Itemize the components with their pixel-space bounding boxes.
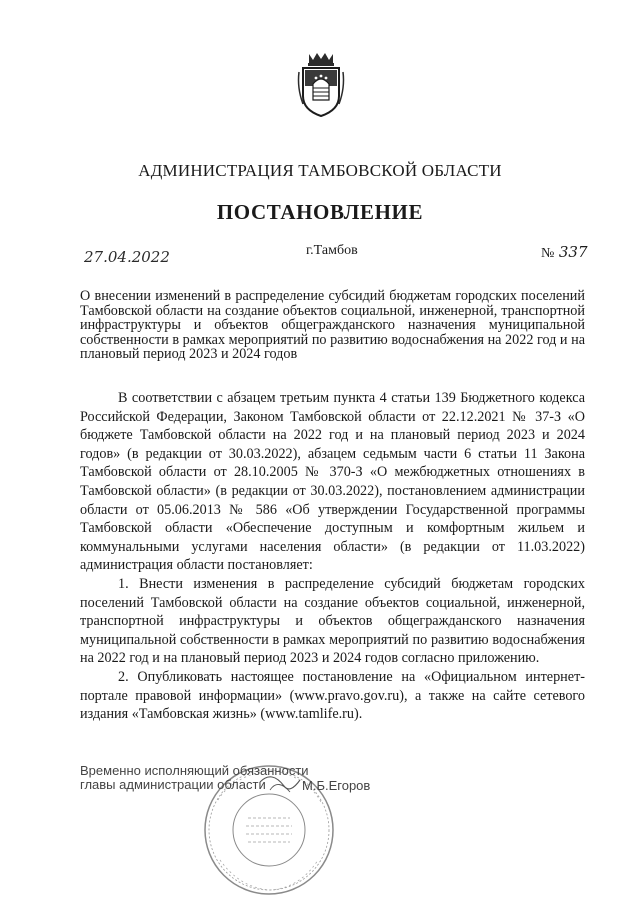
document-date: 27.04.2022: [84, 248, 170, 266]
organization-title: АДМИНИСТРАЦИЯ ТАМБОВСКОЙ ОБЛАСТИ: [138, 161, 502, 180]
document-body: [80, 389, 585, 724]
signatory-name: М.Б.Егоров: [302, 778, 371, 793]
number-sign: №: [541, 246, 556, 261]
document-type: ПОСТАНОВЛЕНИЕ: [216, 200, 424, 224]
document-number: [541, 243, 588, 262]
preamble-paragraph: В соответствии с абзацем третьим пункта 4 статьи 139 Бюджетного кодекса Российской Федерации, Законом Тамбовской области от 22.12.2021 № 37-З «О бюджете Тамбовской области на 2022 год и на плановый период 2023 и 2024 годов» (в редакции от 30.03.2022), абзацем седьмым части 6 статьи 11 Закона Тамбовской области от 28.10.2005 № 370-З «О межбюджетных отношениях в Тамбовской области» (в редакции от 30.03.2022), постановлением администрации области от 05.06.2013 № 586 «Об утверждении Государственной программы Тамбовской области «Обеспечение доступным и комфортным жильем и коммунальными услугами населения области» (в редакции от 11.03.2022) администрация области постановляет:: [80, 390, 585, 574]
signature-line-2: главы администрации области: [80, 776, 266, 792]
number-value: 337: [558, 243, 588, 261]
clause-1-paragraph: 1. Внести изменения в распределение субсидий бюджетам городских поселений Тамбовской области на создание объектов социальной, инженерной, транспортной инфраструктуры и объектов общегражданского назначения муниципальной собственности в рамках мероприятий по развитию водоснабжения на 2022 год и на плановый период 2023 и 2024 годов согласно приложению.: [80, 575, 585, 667]
document-city: г.Тамбов: [306, 243, 358, 258]
coat-of-arms-icon: [293, 48, 349, 120]
signature-line-1: Временно исполняющий обязанности: [80, 763, 309, 778]
document-subject: О внесении изменений в распределение субсидий бюджетам городских поселений Тамбовской области на создание объектов социальной, инженерной, транспортной инфраструктуры и объектов общегражданского назначения муниципальной собственности в рамках мероприятий по развитию водоснабжения на 2022 год и на плановый период 2023 и 2024 годов: [80, 288, 585, 362]
clause-2-paragraph: 2. Опубликовать настоящее постановление на «Официальном интернет-портале правовой информации» (www.pravo.gov.ru), а также на сайте сетевого издания «Тамбовская жизнь» (www.tamlife.ru).: [80, 668, 585, 723]
